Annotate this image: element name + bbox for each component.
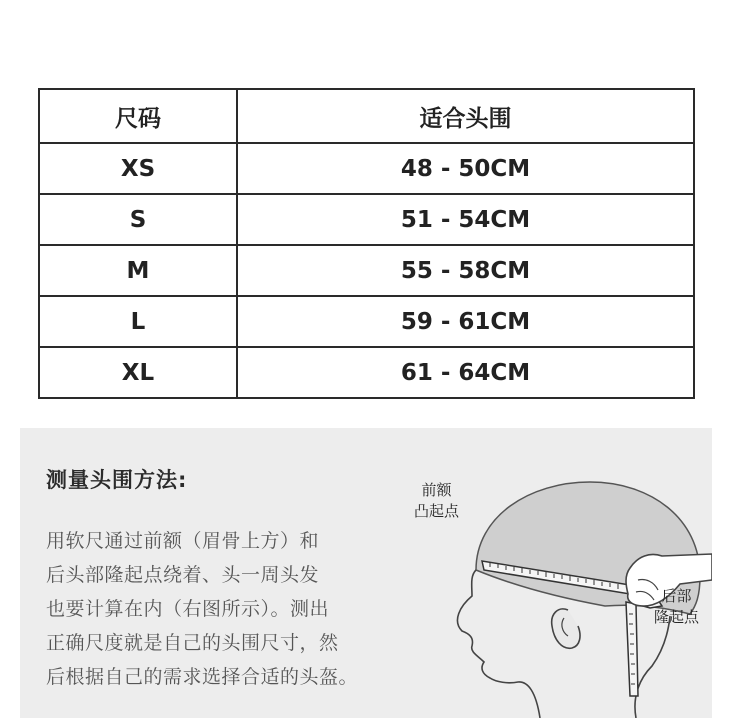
method-line: 用软尺通过前额（眉骨上方）和: [46, 530, 320, 552]
neck-back-outline: [635, 616, 670, 718]
face-outline: [457, 570, 540, 718]
measurement-method-panel: [20, 428, 712, 718]
back-point-label: 后部 隆起点: [654, 587, 700, 626]
size-chart-table: [38, 88, 695, 399]
size-cell: S: [39, 194, 237, 245]
table-row: [39, 296, 694, 347]
table-row: [39, 143, 694, 194]
size-cell: XS: [39, 143, 237, 194]
ear-shape: [552, 609, 580, 648]
method-title: 测量头围方法:: [46, 468, 188, 492]
range-cell: 59 - 61CM: [237, 296, 694, 347]
method-line: 后头部隆起点绕着、头一周头发: [46, 564, 320, 586]
range-cell: 51 - 54CM: [237, 194, 694, 245]
header-size: 尺码: [39, 89, 237, 143]
size-cell: XL: [39, 347, 237, 398]
method-line: 后根据自己的需求选择合适的头盔。: [46, 666, 359, 688]
range-cell: 48 - 50CM: [237, 143, 694, 194]
size-cell: L: [39, 296, 237, 347]
method-line: 正确尺度就是自己的头围尺寸，然: [46, 632, 339, 654]
head-measurement-illustration: [400, 456, 712, 718]
range-cell: 55 - 58CM: [237, 245, 694, 296]
table-row: [39, 245, 694, 296]
method-line: 也要计算在内（右图所示）。测出: [46, 598, 330, 620]
table-header-row: [39, 89, 694, 143]
table-row: [39, 347, 694, 398]
size-cell: M: [39, 245, 237, 296]
method-description: [46, 524, 391, 694]
table-row: [39, 194, 694, 245]
range-cell: 61 - 64CM: [237, 347, 694, 398]
front-point-label: 前额 凸起点: [414, 481, 460, 520]
header-head-circumference: 适合头围: [237, 89, 694, 143]
